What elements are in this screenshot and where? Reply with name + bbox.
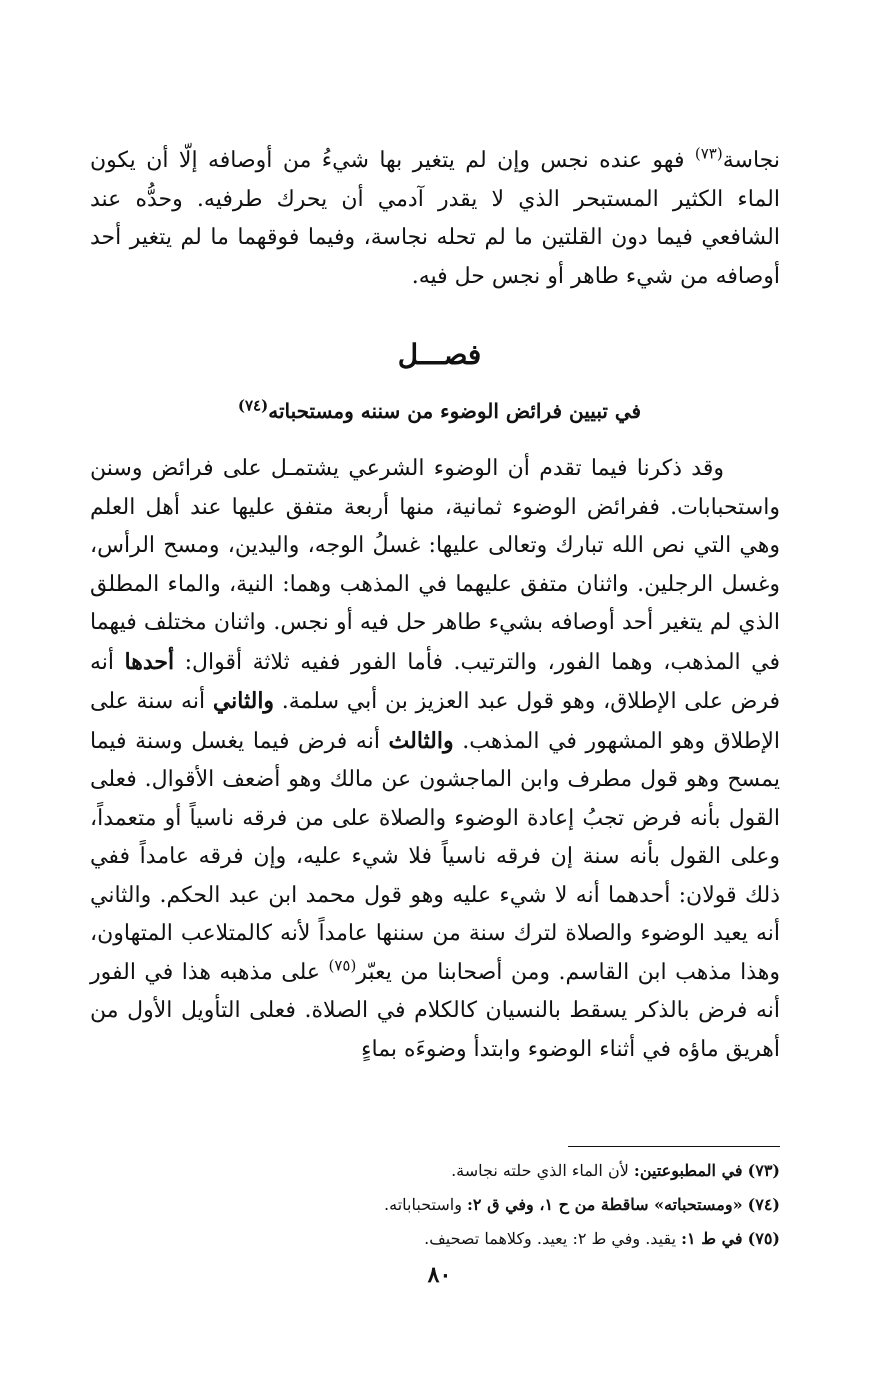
- footnote-number: (٧٣): [747, 1161, 780, 1180]
- footnotes: [140, 1154, 780, 1256]
- paragraph-text: نجاسة: [722, 148, 780, 173]
- footnote-reference-75: (٧٥): [328, 956, 357, 975]
- footnote-label: «ومستحباته» ساقطة من ح ١، وفي ق ٢:: [467, 1195, 743, 1214]
- bold-term-second: والثاني: [212, 688, 275, 714]
- paragraph-text: فهو عنده نجس وإن لم يتغير بها شيءُ من أوصافه إلّا أن يكون الماء الكثير المستبحر الذي لا يقدر آدمي أن يحرك طرفيه. وحدُّه عند الشافعي فيما دون القلتين ما لم تحله نجاسة، وفيما فوقهما ما لم يتغير أحد أوصافه من شيء طاهر أو نجس حل فيه.: [90, 148, 780, 289]
- paragraph-main: [90, 450, 780, 1069]
- bold-term-first: أحدها: [124, 648, 175, 675]
- section-title: فصـــل: [397, 338, 482, 371]
- footnote-number: (٧٥): [747, 1229, 780, 1248]
- paragraph-text: وقد ذكرنا فيما تقدم أن الوضوء الشرعي يشتمـل على فرائض وسنن واستحبابات. ففرائض الوضوء ثمانية، منها أربعة متفق عليها عند أهل العلم وهي التي نص الله تبارك وتعالى عليها: غسلُ الوجه، واليدين، ومسح الرأس، وغسل الرجلين. واثنان متفق عليهما في المذهب وهما: النية، والماء المطلق الذي لم يتغير أحد أوصافه بشيء طاهر حل فيه أو نجس. واثنان مختلف فيهما في المذهب، وهما الفور، والترتيب. فأما الفور ففيه ثلاثة أقوال:: [90, 456, 780, 675]
- paragraph-text: على مذهبه هذا في الفور أنه فرض بالذكر يسقط بالنسيان كالكلام في الصلاة. فعلى التأويل الأول من أهريق ماؤه في أثناء الوضوء وابتدأ وضوءَه بماءٍ: [90, 959, 780, 1062]
- footnote-text: لأن الماء الذي حلته نجاسة.: [451, 1161, 634, 1180]
- paragraph-text: أنه فرض فيما يغسل وسنة فيما يمسح وهو قول مطرف وابن الماجشون عن مالك وهو أضعف الأقوال. فعلى القول بأنه فرض تجبُ إعادة الوضوء والصلاة على من فرقه ناسياً أو متعمداً، وعلى القول بأنه سنة إن فرقه ناسياً فلا شيء عليه، وإن فرقه عامداً ففي ذلك قولان: أحدهما أنه لا شيء عليه وهو قول محمد ابن عبد الحكم. والثاني أنه يعيد الوضوء والصلاة لترك سنة من سننها عامداً لأنه كالمتلاعب المتهاون، وهذا مذهب ابن القاسم. ومن أصحابنا من يعبّر: [90, 728, 780, 985]
- footnote-reference-73: (٧٣): [694, 144, 723, 163]
- footnote-divider: [568, 1146, 780, 1147]
- paragraph-text: أنه فرض على الإطلاق، وهو قول عبد العزيز بن أبي سلمة.: [90, 649, 780, 714]
- footnote-item: [140, 1188, 780, 1222]
- section-subtitle: [0, 393, 879, 429]
- paragraph-text: أنه سنة على الإطلاق وهو المشهور في المذهب.: [90, 689, 780, 754]
- footnote-item: [140, 1222, 780, 1256]
- page-number: ٨٠: [427, 1262, 452, 1288]
- footnote-text: يقيد. وفي ط ٢: يعيد. وكلاهما تصحيف.: [424, 1229, 682, 1248]
- footnote-number: (٧٤): [747, 1195, 780, 1214]
- footnote-label: في ط ١:: [681, 1229, 743, 1248]
- paragraph-continuation: [90, 142, 780, 296]
- bold-term-third: والثالث: [388, 727, 454, 754]
- footnote-reference-74: (٧٤): [237, 396, 269, 415]
- footnote-label: في المطبوعتين:: [633, 1161, 743, 1180]
- section-subtitle-text: في تبيين فرائض الوضوء من سننه ومستحباته: [268, 399, 642, 423]
- footnote-text: واستحباباته.: [384, 1195, 468, 1214]
- footnote-item: [140, 1154, 780, 1188]
